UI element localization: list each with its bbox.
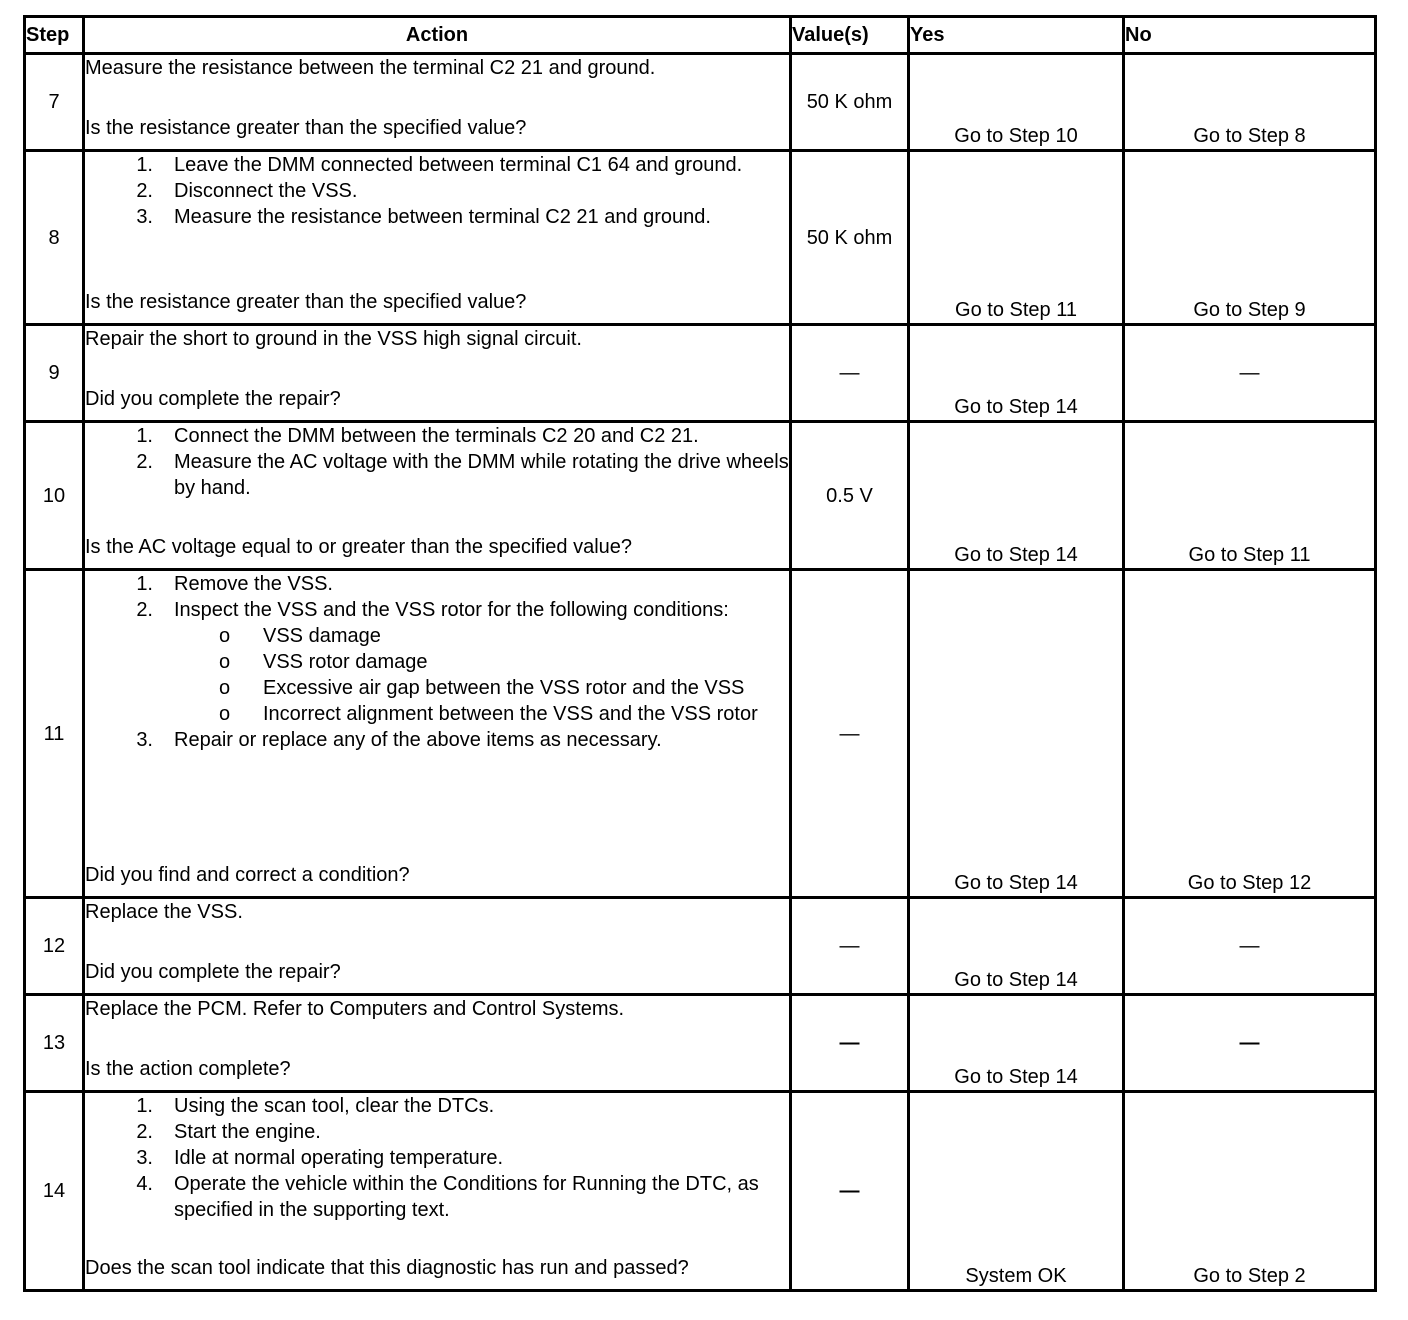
header-row: [25, 17, 1376, 54]
action-question: Did you complete the repair?: [85, 961, 341, 983]
header-values: Value(s): [791, 17, 909, 54]
list-item: 2. Start the engine.: [136, 1121, 321, 1143]
step-number: 7: [25, 54, 84, 151]
list-item: 2. Disconnect the VSS.: [136, 180, 358, 202]
action-text: Repair the short to ground in the VSS high signal circuit.: [85, 328, 582, 350]
action-cell: [84, 151, 791, 325]
bullet-icon: o: [219, 651, 231, 673]
action-cell: [84, 54, 791, 151]
diagnostic-table: [23, 15, 1377, 1292]
step-number: 11: [25, 570, 84, 898]
header-no: No: [1124, 17, 1376, 54]
no-cell: Go to Step 2: [1124, 1092, 1376, 1291]
list-item: 1. Using the scan tool, clear the DTCs.: [136, 1095, 495, 1117]
bullet-icon: o: [219, 625, 231, 647]
list-item: 1. Leave the DMM connected between terminal C1 64 and ground.: [136, 154, 743, 176]
header-action: Action: [84, 17, 791, 54]
action-text: Replace the PCM. Refer to Computers and Control Systems.: [85, 998, 625, 1020]
value-cell: 50 K ohm: [791, 54, 909, 151]
value-cell: 0.5 V: [791, 422, 909, 570]
action-question: Does the scan tool indicate that this diagnostic has run and passed?: [85, 1257, 689, 1279]
action-question: Is the resistance greater than the specified value?: [85, 291, 527, 313]
no-cell: Go to Step 9: [1124, 151, 1376, 325]
list-item: 1. Connect the DMM between the terminals C2 20 and C2 21.: [136, 425, 699, 447]
list-item: o VSS damage: [219, 625, 381, 647]
action-question: Did you complete the repair?: [85, 388, 341, 410]
value-cell: —: [791, 1092, 909, 1291]
yes-cell: Go to Step 10: [909, 54, 1124, 151]
action-question: Did you find and correct a condition?: [85, 864, 410, 886]
table-row: [25, 325, 1376, 422]
step-number: 8: [25, 151, 84, 325]
action-cell: [84, 570, 791, 898]
value-cell: —: [791, 325, 909, 422]
table-row: [25, 422, 1376, 570]
no-cell: Go to Step 11: [1124, 422, 1376, 570]
table-row: [25, 898, 1376, 995]
action-text: Measure the resistance between the terminal C2 21 and ground.: [85, 57, 656, 79]
action-steps: [85, 571, 789, 753]
action-cell: [84, 1092, 791, 1291]
action-cell: [84, 995, 791, 1092]
step-number: 12: [25, 898, 84, 995]
header-yes: Yes: [909, 17, 1124, 54]
list-item: 2. Measure the AC voltage with the DMM while rotating the drive wheels by hand.: [136, 451, 789, 499]
list-item: 3. Idle at normal operating temperature.: [136, 1147, 504, 1169]
action-question: Is the AC voltage equal to or greater than the specified value?: [85, 536, 633, 558]
action-cell: [84, 325, 791, 422]
step-number: 9: [25, 325, 84, 422]
list-item: 3. Repair or replace any of the above items as necessary.: [136, 729, 662, 751]
step-number: 14: [25, 1092, 84, 1291]
header-step: Step: [25, 17, 84, 54]
yes-cell: Go to Step 14: [909, 570, 1124, 898]
no-cell: —: [1124, 325, 1376, 422]
yes-cell: Go to Step 14: [909, 898, 1124, 995]
table-row: [25, 570, 1376, 898]
action-question: Is the action complete?: [85, 1058, 291, 1080]
condition-list: [174, 623, 789, 727]
yes-cell: Go to Step 11: [909, 151, 1124, 325]
action-text: Replace the VSS.: [85, 901, 243, 923]
yes-cell: System OK: [909, 1092, 1124, 1291]
value-cell: —: [791, 898, 909, 995]
bullet-icon: o: [219, 703, 231, 725]
table-row: [25, 54, 1376, 151]
table-row: [25, 1092, 1376, 1291]
bullet-icon: o: [219, 677, 231, 699]
value-cell: —: [791, 995, 909, 1092]
step-number: 10: [25, 422, 84, 570]
action-steps: [85, 152, 789, 230]
list-item: o VSS rotor damage: [219, 651, 428, 673]
list-item: 3. Measure the resistance between terminal C2 21 and ground.: [136, 206, 711, 228]
yes-cell: Go to Step 14: [909, 995, 1124, 1092]
yes-cell: Go to Step 14: [909, 422, 1124, 570]
list-item: 4. Operate the vehicle within the Conditions for Running the DTC, as specified in the supporting text.: [136, 1173, 759, 1221]
action-steps: [85, 423, 789, 501]
list-item: o Incorrect alignment between the VSS and the VSS rotor: [219, 703, 758, 725]
value-cell: —: [791, 570, 909, 898]
no-cell: Go to Step 12: [1124, 570, 1376, 898]
table-row: [25, 995, 1376, 1092]
value-cell: 50 K ohm: [791, 151, 909, 325]
step-number: 13: [25, 995, 84, 1092]
action-question: Is the resistance greater than the specified value?: [85, 117, 527, 139]
list-item: 2. Inspect the VSS and the VSS rotor for the following conditions: o VSS damage o VSS rotor damage o Excessive air gap between the VSS rotor and the VSS o Incorrect alignment between the VSS and the VSS rotor: [85, 597, 789, 727]
table-row: [25, 151, 1376, 325]
action-cell: [84, 422, 791, 570]
list-item: o Excessive air gap between the VSS rotor and the VSS: [219, 677, 745, 699]
action-steps: [85, 1093, 789, 1223]
yes-cell: Go to Step 14: [909, 325, 1124, 422]
list-item: 1. Remove the VSS.: [136, 573, 333, 595]
action-cell: [84, 898, 791, 995]
no-cell: Go to Step 8: [1124, 54, 1376, 151]
no-cell: —: [1124, 995, 1376, 1092]
no-cell: —: [1124, 898, 1376, 995]
